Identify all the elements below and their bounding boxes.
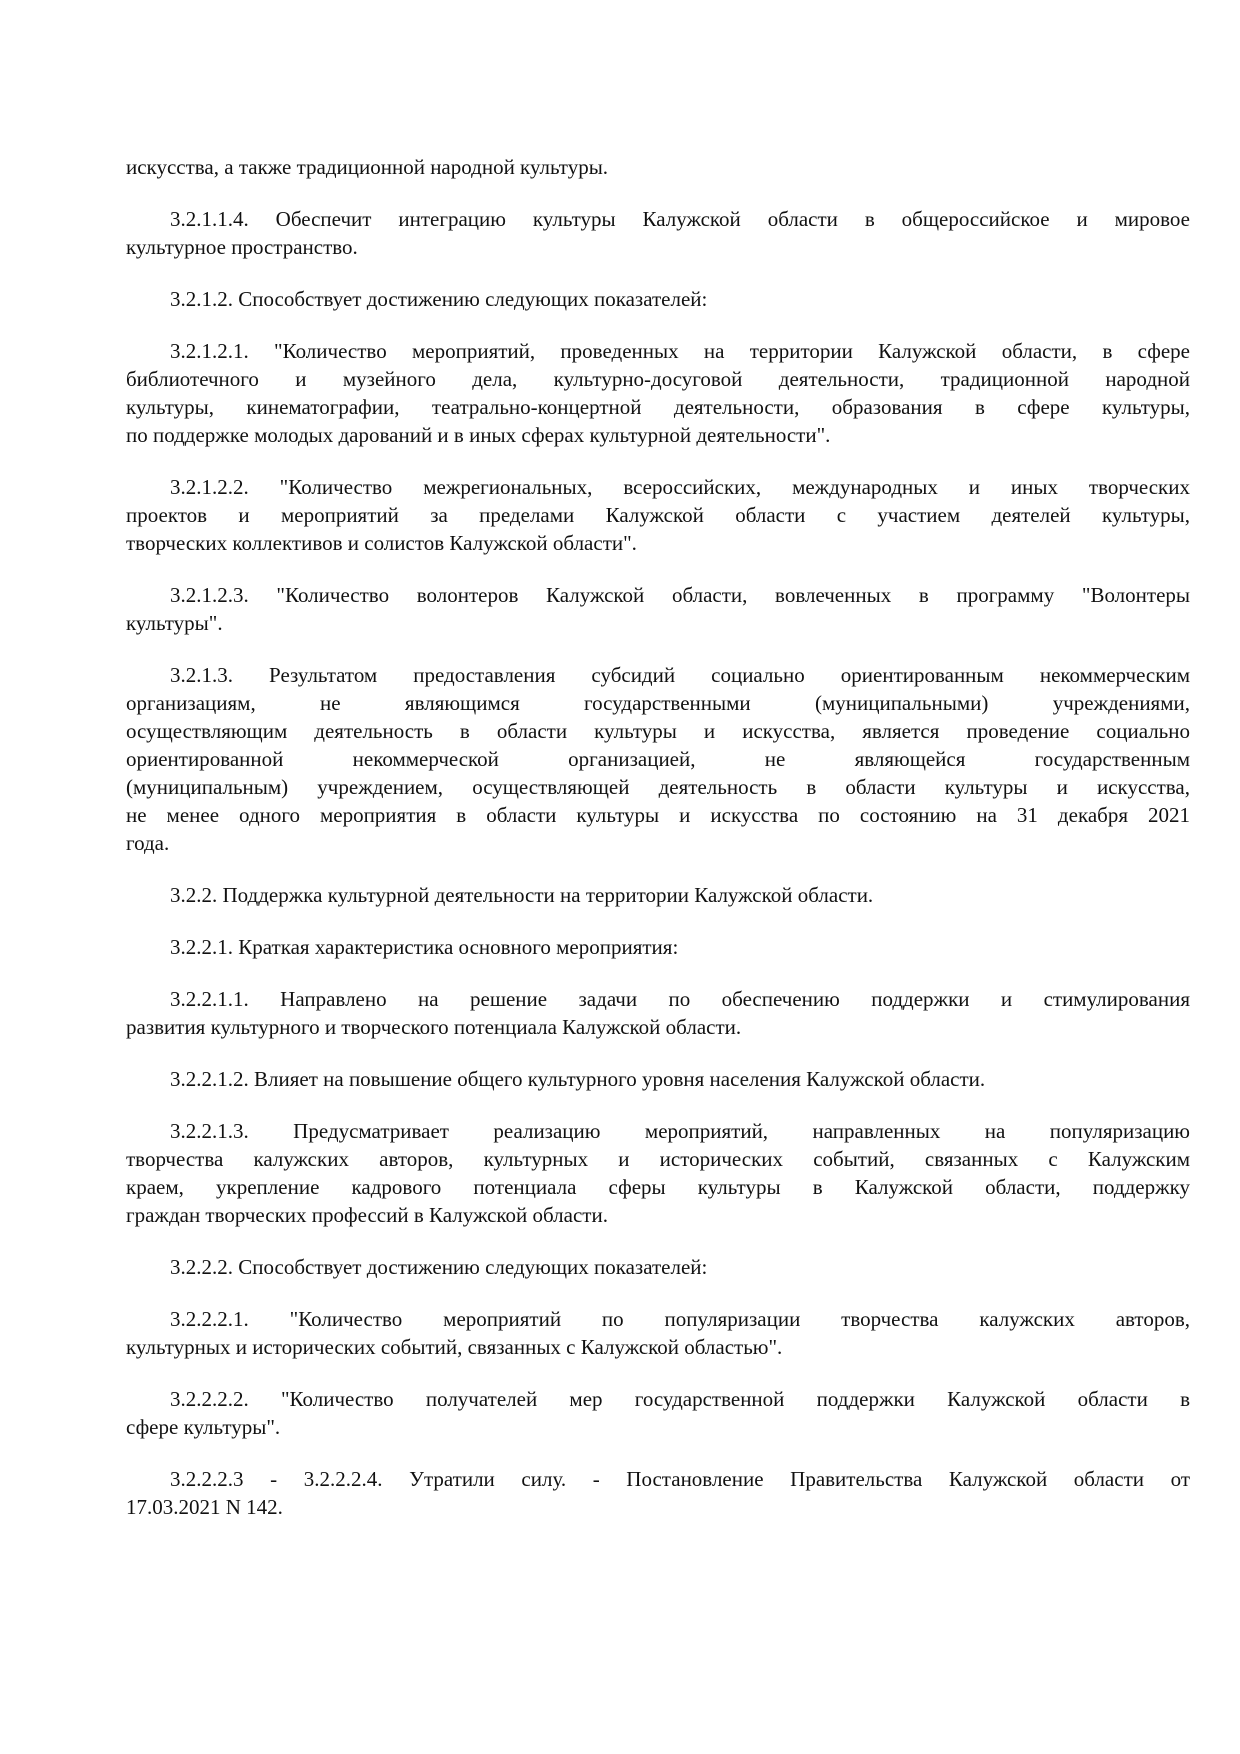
text-line: (муниципальным) учреждением, осуществляющей деятельность в области культуры и искусства, xyxy=(126,775,1190,799)
text-line: краем, укрепление кадрового потенциала сферы культуры в Калужской области, поддержку xyxy=(126,1175,1190,1199)
paragraph xyxy=(126,881,1190,909)
paragraph xyxy=(126,1465,1190,1521)
paragraph xyxy=(126,473,1190,557)
paragraph xyxy=(126,933,1190,961)
text-line: года. xyxy=(126,831,170,855)
paragraph xyxy=(126,661,1190,857)
paragraph xyxy=(126,1065,1190,1093)
text-line: 3.2.2. Поддержка культурной деятельности на территории Калужской области. xyxy=(170,883,874,907)
text-line: граждан творческих профессий в Калужской области. xyxy=(126,1203,608,1227)
text-line: 3.2.1.1.4. Обеспечит интеграцию культуры Калужской области в общероссийское и мировое xyxy=(170,207,1190,231)
document-page xyxy=(126,153,1190,1545)
text-line: 3.2.2.1.2. Влияет на повышение общего культурного уровня населения Калужской области. xyxy=(170,1067,986,1091)
paragraph xyxy=(126,1117,1190,1229)
text-line: 3.2.1.2.3. "Количество волонтеров Калужской области, вовлеченных в программу "Волонтеры xyxy=(170,583,1190,607)
text-line: культурных и исторических событий, связанных с Калужской областью". xyxy=(126,1335,783,1359)
text-line: культурное пространство. xyxy=(126,235,358,259)
text-line: осуществляющим деятельность в области культуры и искусства, является проведение социально xyxy=(126,719,1190,743)
paragraph xyxy=(126,1385,1190,1441)
text-line: искусства, а также традиционной народной культуры. xyxy=(126,155,609,179)
paragraph xyxy=(126,581,1190,637)
text-line: 3.2.2.1.3. Предусматривает реализацию мероприятий, направленных на популяризацию xyxy=(170,1119,1190,1143)
paragraph xyxy=(126,985,1190,1041)
text-line: организациям, не являющимся государственными (муниципальными) учреждениями, xyxy=(126,691,1190,715)
text-line: культуры, кинематографии, театрально-концертной деятельности, образования в сфере культуры, xyxy=(126,395,1190,419)
text-line: 3.2.2.1. Краткая характеристика основного мероприятия: xyxy=(170,935,679,959)
paragraph xyxy=(126,285,1190,313)
paragraph xyxy=(126,1305,1190,1361)
text-line: культуры". xyxy=(126,611,223,635)
text-line: не менее одного мероприятия в области культуры и искусства по состоянию на 31 декабря 2021 xyxy=(126,803,1190,827)
text-line: развития культурного и творческого потенциала Калужской области. xyxy=(126,1015,742,1039)
text-line: библиотечного и музейного дела, культурно-досуговой деятельности, традиционной народной xyxy=(126,367,1190,391)
text-line: 3.2.2.2. Способствует достижению следующих показателей: xyxy=(170,1255,708,1279)
text-line: 3.2.1.3. Результатом предоставления субсидий социально ориентированным некоммерческим xyxy=(170,663,1190,687)
paragraph xyxy=(126,153,1190,181)
paragraph xyxy=(126,337,1190,449)
text-line: 3.2.2.2.1. "Количество мероприятий по популяризации творчества калужских авторов, xyxy=(170,1307,1190,1331)
paragraph xyxy=(126,1253,1190,1281)
text-line: по поддержке молодых дарований и в иных сферах культурной деятельности". xyxy=(126,423,831,447)
text-line: сфере культуры". xyxy=(126,1415,281,1439)
text-line: 3.2.2.2.2. "Количество получателей мер государственной поддержки Калужской области в xyxy=(170,1387,1190,1411)
text-line: 3.2.1.2. Способствует достижению следующих показателей: xyxy=(170,287,708,311)
text-line: творчества калужских авторов, культурных и исторических событий, связанных с Калужским xyxy=(126,1147,1190,1171)
text-line: 17.03.2021 N 142. xyxy=(126,1495,283,1519)
paragraph xyxy=(126,205,1190,261)
text-line: 3.2.2.1.1. Направлено на решение задачи по обеспечению поддержки и стимулирования xyxy=(170,987,1190,1011)
text-line: 3.2.1.2.1. "Количество мероприятий, проведенных на территории Калужской области, в сфере xyxy=(170,339,1190,363)
text-line: 3.2.2.2.3 - 3.2.2.2.4. Утратили силу. - Постановление Правительства Калужской области от xyxy=(170,1467,1190,1491)
text-line: творческих коллективов и солистов Калужской области". xyxy=(126,531,637,555)
text-line: ориентированной некоммерческой организацией, не являющейся государственным xyxy=(126,747,1190,771)
text-line: 3.2.1.2.2. "Количество межрегиональных, всероссийских, международных и иных творческих xyxy=(170,475,1190,499)
text-line: проектов и мероприятий за пределами Калужской области с участием деятелей культуры, xyxy=(126,503,1190,527)
